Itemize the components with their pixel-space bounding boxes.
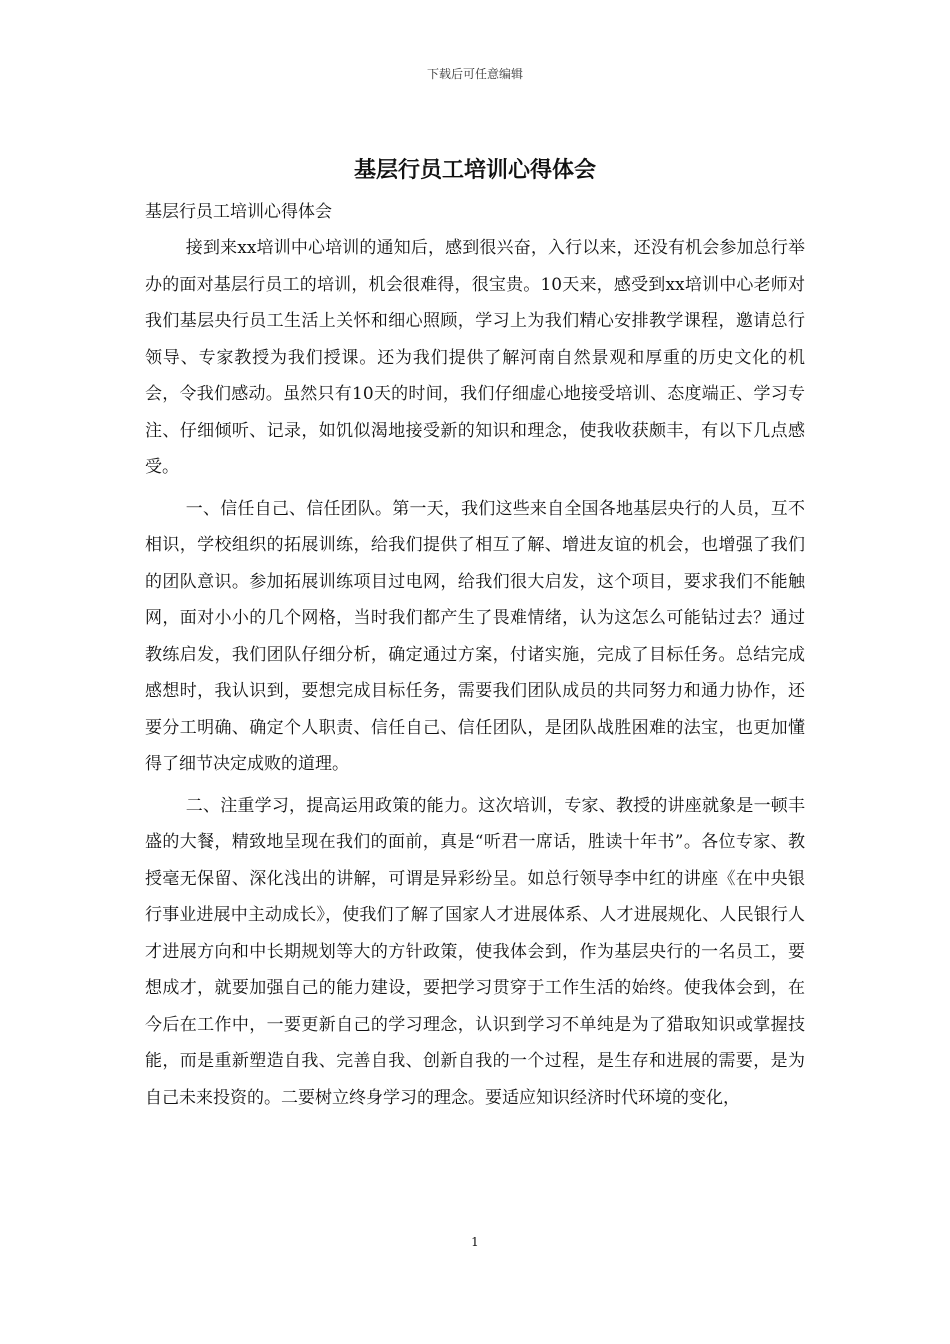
document-body — [145, 230, 805, 1121]
paragraph-section-1: 一、信任自己、信任团队。第一天，我们这些来自全国各地基层央行的人员，互不相识，学校组织的拓展训练，给我们提供了相互了解、增进友谊的机会，也增强了我们的团队意识。参加拓展训练项目过电网，给我们很大启发，这个项目，要求我们不能触网，面对小小的几个网格，当时我们都产生了畏难情绪，认为这怎么可能钻过去？通过教练启发，我们团队仔细分析，确定通过方案，付诸实施，完成了目标任务。总结完成感想时，我认识到，要想完成目标任务，需要我们团队成员的共同努力和通力协作，还要分工明确、确定个人职责、信任自己、信任团队，是团队战胜困难的法宝，也更加懂得了细节决定成败的道理。 — [145, 498, 805, 774]
page-number: 1 — [471, 1235, 479, 1249]
paragraph-section-2: 二、注重学习，提高运用政策的能力。这次培训，专家、教授的讲座就象是一顿丰盛的大餐，精致地呈现在我们的面前，真是“听君一席话，胜读十年书”。各位专家、教授毫无保留、深化浅出的讲解，可谓是异彩纷呈。如总行领导李中红的讲座《在中央银行事业进展中主动成长》，使我们了解了国家人才进展体系、人才进展规化、人民银行人才进展方向和中长期规划等大的方针政策，使我体会到，作为基层央行的一名员工，要想成才，就要加强自己的能力建设，要把学习贯穿于工作生活的始终。使我体会到，在今后在工作中，一要更新自己的学习理念，认识到学习不单纯是为了猎取知识或掌握技能，而是重新塑造自我、完善自我、创新自我的一个过程，是生存和进展的需要，是为自己未来投资的。二要树立终身学习的理念。要适应知识经济时代环境的变化， — [145, 795, 805, 1108]
paragraph-intro: 接到来xx培训中心培训的通知后，感到很兴奋，入行以来，还没有机会参加总行举办的面对基层行员工的培训，机会很难得，很宝贵。10天来，感受到xx培训中心老师对我们基层央行员工生活上关怀和细心照顾，学习上为我们精心安排教学课程，邀请总行领导、专家教授为我们授课。还为我们提供了解河南自然景观和厚重的历史文化的机会，令我们感动。虽然只有10天的时间，我们仔细虚心地接受培训、态度端正、学习专注、仔细倾听、记录，如饥似渴地接受新的知识和理念，使我收获颇丰，有以下几点感受。 — [145, 238, 805, 477]
document-subtitle: 基层行员工培训心得体会 — [145, 202, 332, 222]
document-title: 基层行员工培训心得体会 — [353, 157, 596, 183]
page-header: 下载后可任意编辑 — [426, 67, 523, 81]
